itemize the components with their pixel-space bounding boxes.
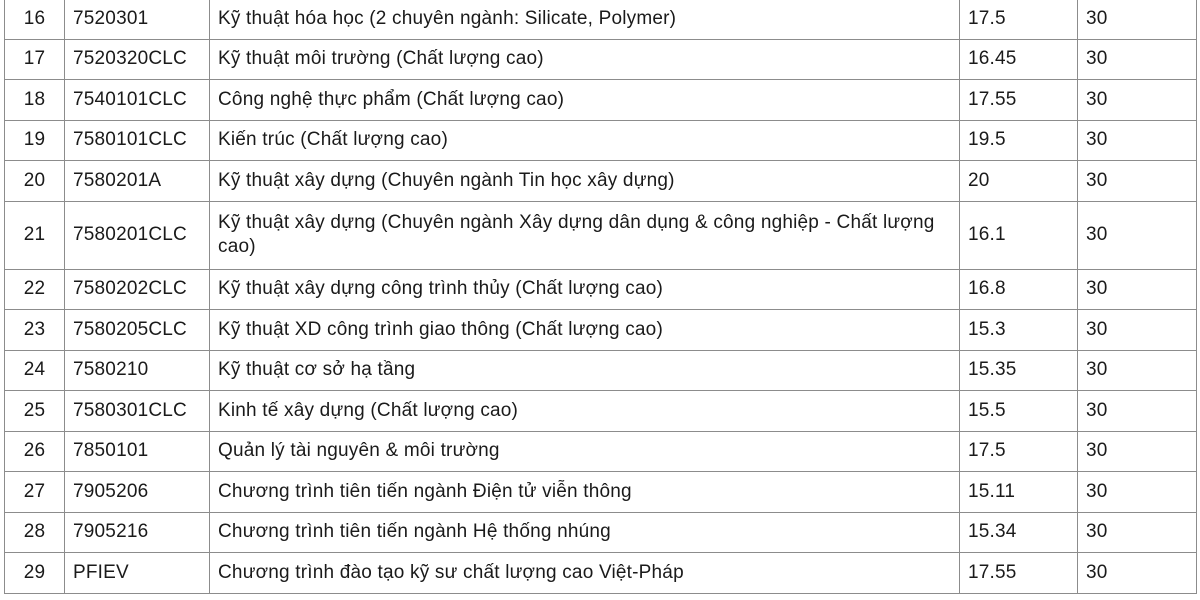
table-row (5, 350, 1197, 391)
program-name-cell: Kỹ thuật xây dựng (Chuyên ngành Tin học xây dựng) (210, 161, 960, 202)
program-code-cell: 7580301CLC (65, 391, 210, 432)
row-number-cell: 27 (5, 472, 65, 513)
table-row (5, 120, 1197, 161)
program-code-cell: 7905216 (65, 512, 210, 553)
row-number-cell: 25 (5, 391, 65, 432)
table-row (5, 269, 1197, 310)
admission-score-cell: 16.1 (960, 201, 1078, 269)
admission-score-cell: 19.5 (960, 120, 1078, 161)
table-row (5, 80, 1197, 121)
quota-cell: 30 (1078, 391, 1197, 432)
quota-cell: 30 (1078, 120, 1197, 161)
quota-cell: 30 (1078, 161, 1197, 202)
quota-cell: 30 (1078, 431, 1197, 472)
program-code-cell: 7580101CLC (65, 120, 210, 161)
program-name-cell: Kinh tế xây dựng (Chất lượng cao) (210, 391, 960, 432)
program-name-cell: Kỹ thuật xây dựng công trình thủy (Chất lượng cao) (210, 269, 960, 310)
program-name-cell: Kỹ thuật xây dựng (Chuyên ngành Xây dựng dân dụng & công nghiệp - Chất lượng cao) (210, 201, 960, 269)
admission-score-cell: 15.11 (960, 472, 1078, 513)
program-name-cell: Công nghệ thực phẩm (Chất lượng cao) (210, 80, 960, 121)
quota-cell: 30 (1078, 269, 1197, 310)
admission-score-cell: 17.55 (960, 80, 1078, 121)
quota-cell: 30 (1078, 39, 1197, 80)
row-number-cell: 28 (5, 512, 65, 553)
row-number-cell: 24 (5, 350, 65, 391)
program-name-cell: Kỹ thuật XD công trình giao thông (Chất lượng cao) (210, 310, 960, 351)
program-code-cell: 7580205CLC (65, 310, 210, 351)
program-code-cell: 7580210 (65, 350, 210, 391)
program-name-cell: Kiến trúc (Chất lượng cao) (210, 120, 960, 161)
table-row (5, 391, 1197, 432)
admission-score-cell: 17.55 (960, 553, 1078, 594)
table-row (5, 512, 1197, 553)
program-name-cell: Kỹ thuật môi trường (Chất lượng cao) (210, 39, 960, 80)
table-row (5, 0, 1197, 39)
table-row (5, 472, 1197, 513)
table-row (5, 553, 1197, 594)
quota-cell: 30 (1078, 0, 1197, 39)
program-code-cell: 7520301 (65, 0, 210, 39)
row-number-cell: 21 (5, 201, 65, 269)
admission-score-cell: 15.35 (960, 350, 1078, 391)
row-number-cell: 19 (5, 120, 65, 161)
admissions-table (4, 0, 1197, 594)
table-row (5, 431, 1197, 472)
quota-cell: 30 (1078, 350, 1197, 391)
table-row (5, 161, 1197, 202)
program-name-cell: Chương trình tiên tiến ngành Hệ thống nhúng (210, 512, 960, 553)
table-body (5, 0, 1197, 593)
program-code-cell: 7580201A (65, 161, 210, 202)
quota-cell: 30 (1078, 80, 1197, 121)
row-number-cell: 23 (5, 310, 65, 351)
quota-cell: 30 (1078, 512, 1197, 553)
program-code-cell: 7520320CLC (65, 39, 210, 80)
quota-cell: 30 (1078, 201, 1197, 269)
admission-score-cell: 16.8 (960, 269, 1078, 310)
program-code-cell: 7850101 (65, 431, 210, 472)
table-row (5, 39, 1197, 80)
row-number-cell: 26 (5, 431, 65, 472)
row-number-cell: 20 (5, 161, 65, 202)
program-code-cell: 7580201CLC (65, 201, 210, 269)
row-number-cell: 29 (5, 553, 65, 594)
admission-score-cell: 17.5 (960, 431, 1078, 472)
program-name-cell: Kỹ thuật cơ sở hạ tầng (210, 350, 960, 391)
program-code-cell: PFIEV (65, 553, 210, 594)
program-name-cell: Quản lý tài nguyên & môi trường (210, 431, 960, 472)
table-row (5, 201, 1197, 269)
row-number-cell: 16 (5, 0, 65, 39)
admission-score-cell: 20 (960, 161, 1078, 202)
row-number-cell: 22 (5, 269, 65, 310)
admission-score-cell: 16.45 (960, 39, 1078, 80)
program-code-cell: 7905206 (65, 472, 210, 513)
admission-score-cell: 15.5 (960, 391, 1078, 432)
admission-score-cell: 17.5 (960, 0, 1078, 39)
quota-cell: 30 (1078, 310, 1197, 351)
quota-cell: 30 (1078, 472, 1197, 513)
admission-score-cell: 15.3 (960, 310, 1078, 351)
program-code-cell: 7540101CLC (65, 80, 210, 121)
row-number-cell: 18 (5, 80, 65, 121)
program-name-cell: Chương trình đào tạo kỹ sư chất lượng cao Việt-Pháp (210, 553, 960, 594)
quota-cell: 30 (1078, 553, 1197, 594)
program-name-cell: Kỹ thuật hóa học (2 chuyên ngành: Silicate, Polymer) (210, 0, 960, 39)
program-code-cell: 7580202CLC (65, 269, 210, 310)
table-row (5, 310, 1197, 351)
admission-score-cell: 15.34 (960, 512, 1078, 553)
row-number-cell: 17 (5, 39, 65, 80)
program-name-cell: Chương trình tiên tiến ngành Điện tử viễn thông (210, 472, 960, 513)
